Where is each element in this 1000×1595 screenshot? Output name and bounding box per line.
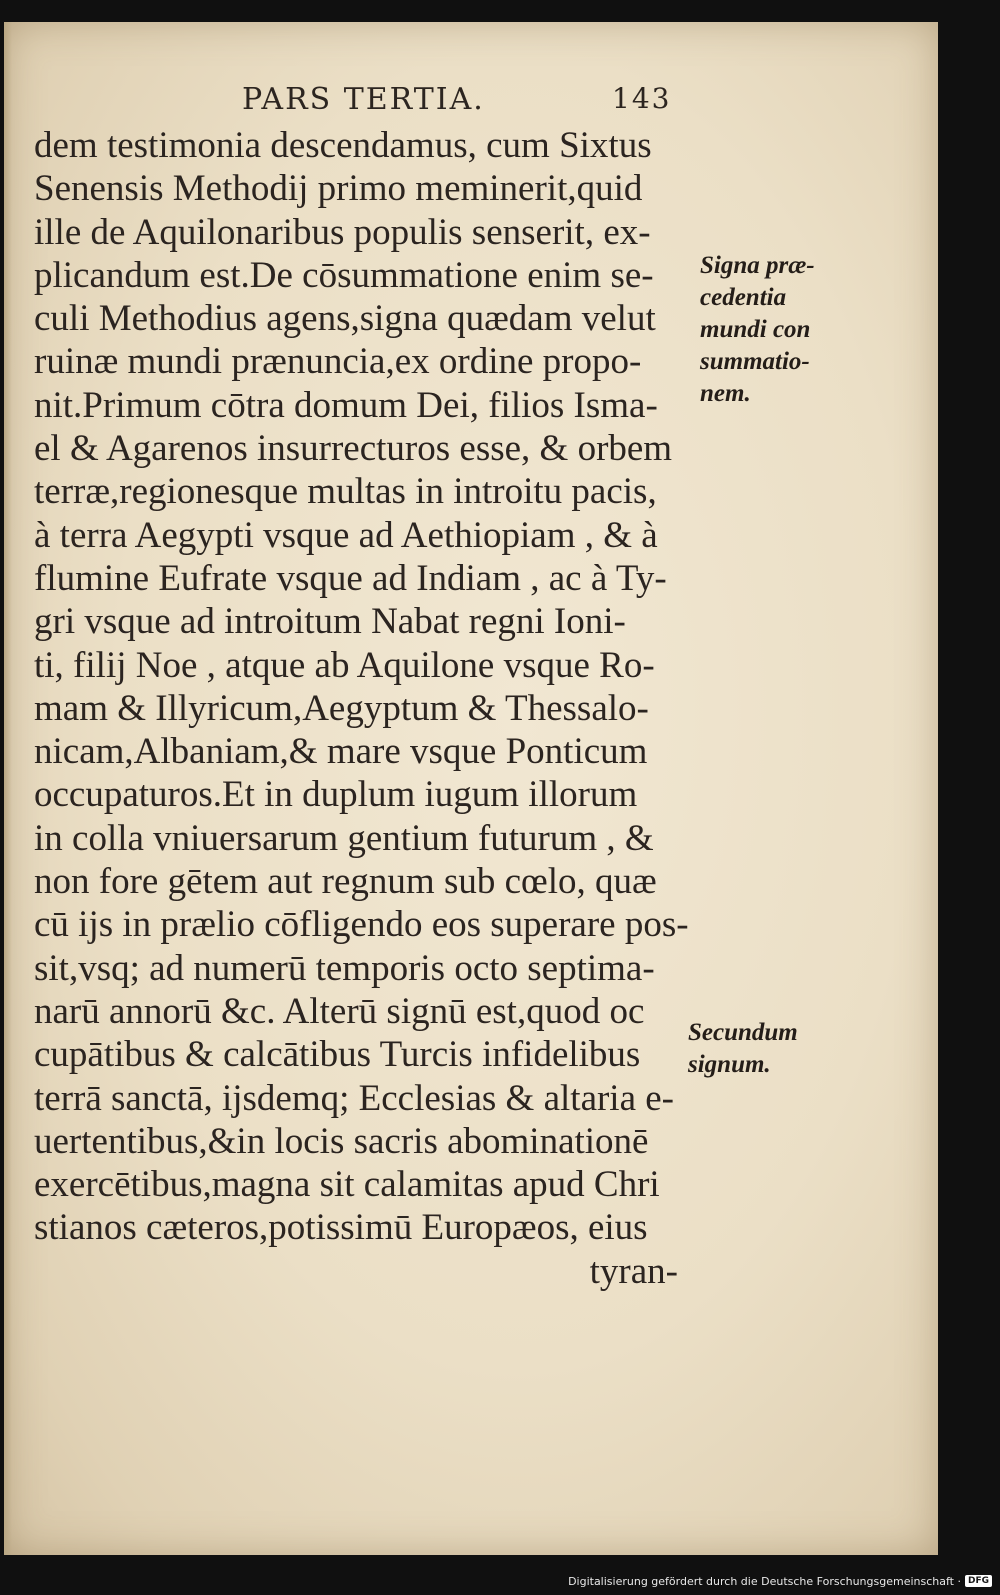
text-line: cū ijs in prælio cōfligendo eos superare pos- <box>34 904 689 946</box>
margin-note-line: cedentia <box>700 284 787 311</box>
text-line: ille de Aquilonaribus populis senserit, ex- <box>34 211 651 253</box>
text-line: gri vsque ad introitum Nabat regni Ioni- <box>34 601 626 643</box>
margin-note-line: summatio- <box>700 348 810 375</box>
text-line: cupātibus & calcātibus Turcis infidelibus <box>34 1034 641 1076</box>
text-line: culi Methodius agens,signa quædam velut <box>34 298 656 340</box>
text-line: uertentibus,&in locis sacris abominationē <box>34 1120 649 1162</box>
margin-note-line: Signa præ- <box>700 252 815 279</box>
text-line: ti, filij Noe , atque ab Aquilone vsque Ro- <box>34 644 655 686</box>
text-line: ruinæ mundi prænuncia,ex ordine propo- <box>34 341 642 383</box>
credit-text: Digitalisierung gefördert durch die Deutsche Forschungsgemeinschaft · <box>568 1574 961 1588</box>
margin-note-line: signum. <box>688 1051 771 1078</box>
text-line: terrā sanctā, ijsdemq; Ecclesias & altaria e- <box>34 1077 675 1119</box>
margin-note-line: Secundum <box>688 1019 798 1046</box>
text-line: nicam,Albaniam,& mare vsque Ponticum <box>34 731 648 773</box>
margin-note-secundum <box>688 1017 798 1081</box>
page-number: 143 <box>612 82 672 115</box>
margin-note-line: nem. <box>700 380 751 407</box>
text-line: in colla vniuersarum gentium futurum , & <box>34 817 654 859</box>
text-line: sit,vsq; ad numerū temporis octo septima- <box>34 947 655 989</box>
text-line: el & Agarenos insurrecturos esse, & orbem <box>34 428 673 470</box>
text-line: occupaturos.Et in duplum iugum illorum <box>34 774 638 816</box>
running-title: PARS TERTIA. <box>242 82 485 117</box>
text-line: narū annorū &c. Alterū signū est,quod oc <box>34 990 645 1032</box>
page-edge-shadow <box>4 22 12 1555</box>
text-line: Senensis Methodij primo meminerit,quid <box>34 168 643 210</box>
text-line: nit.Primum cōtra domum Dei, filios Isma- <box>34 384 658 426</box>
text-line: dem testimonia descendamus, cum Sixtus <box>34 125 652 166</box>
catchword: tyran- <box>589 1250 678 1292</box>
text-line: flumine Eufrate vsque ad Indiam , ac à Ty- <box>34 557 667 599</box>
margin-note-line: mundi con <box>700 316 811 343</box>
text-line: plicandum est.De cōsummatione enim se- <box>34 254 654 296</box>
text-line: à terra Aegypti vsque ad Aethiopiam , & à <box>34 514 658 556</box>
text-line: non fore gētem aut regnum sub cœlo, quæ <box>34 861 657 903</box>
margin-note-signa <box>700 250 815 410</box>
dfg-logo: DFG <box>965 1575 992 1587</box>
text-line: exercētibus,magna sit calamitas apud Chri <box>34 1164 660 1206</box>
text-line: terræ,regionesque multas in introitu pacis, <box>34 471 657 513</box>
text-line: stianos cæteros,potissimū Europæos, eius <box>34 1207 648 1249</box>
main-text-block <box>34 124 694 1293</box>
digitization-credit <box>568 1571 992 1591</box>
text-line: mam & Illyricum,Aegyptum & Thessalo- <box>34 687 649 729</box>
running-head <box>242 78 702 122</box>
